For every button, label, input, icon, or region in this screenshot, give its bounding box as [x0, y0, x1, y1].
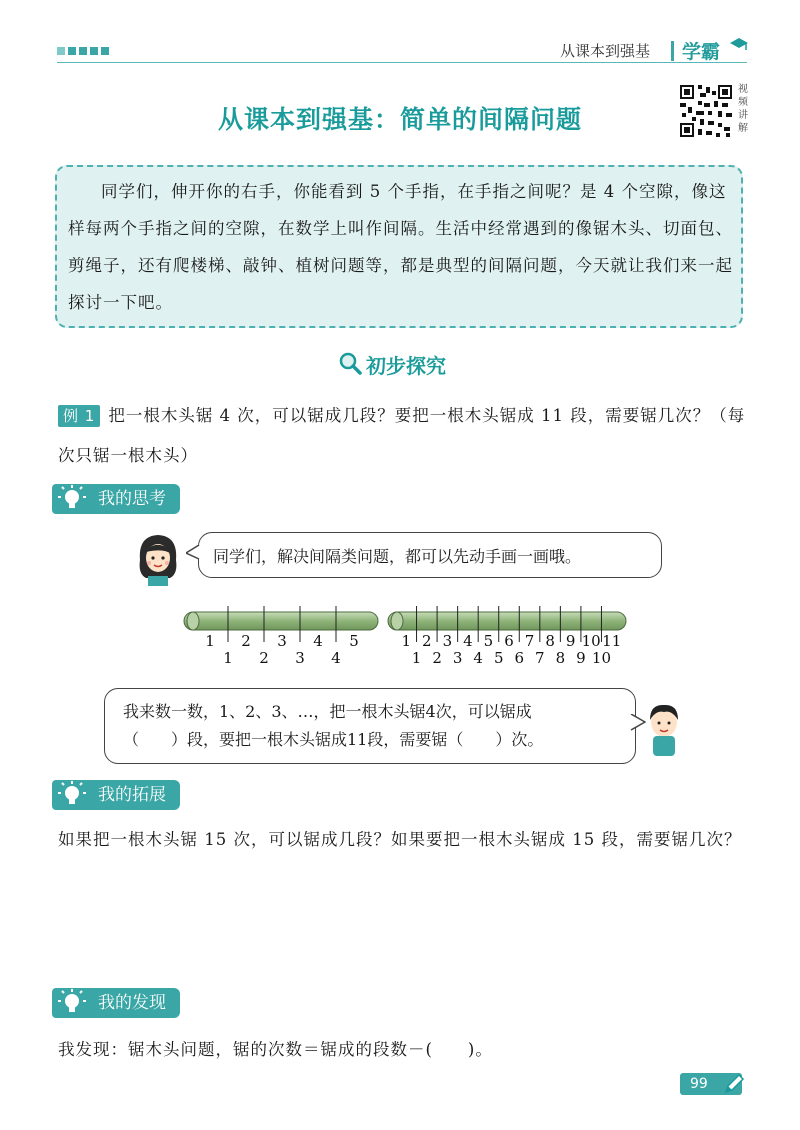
- brand-logo: 学霸: [682, 41, 721, 63]
- student-speech-line-2: （ ）段，要把一根木头锯成11段，需要锯（ ）次。: [123, 730, 544, 749]
- lightbulb-icon: [52, 988, 92, 1018]
- student-avatar: [644, 702, 684, 756]
- series-label: 从课本到强基: [560, 42, 651, 60]
- log-1-segment-label: 4: [313, 632, 323, 650]
- log-1-cut-label: 4: [331, 649, 341, 667]
- log-2-cut-label: 1: [411, 649, 422, 667]
- example-tag: 例 1: [58, 405, 100, 427]
- log-2-cut-label: 3: [452, 649, 463, 667]
- log-2-segment-label: 1: [401, 632, 412, 650]
- log-2-segment-label: 10: [581, 632, 601, 650]
- lightbulb-icon: [52, 484, 92, 514]
- intro-text: 同学们，伸开你的右手，你能看到 5 个手指，在手指之间呢？是 4 个空隙，像这样每两个手指之间的空隙，在数学上叫作间隔。生活中经常遇到的像锯木头、切面包、剪绳子，还有爬楼梯、敲钟、植树问题等，都是典型的间隔问题，今天就让我们来一起探讨一下吧。: [68, 182, 733, 312]
- qr-code-icon[interactable]: [678, 83, 734, 139]
- extension-label: 我的拓展: [52, 780, 180, 810]
- log-2-segment-label: 5: [483, 632, 494, 650]
- log-2: [388, 612, 626, 630]
- log-1-cut-label: 1: [223, 649, 233, 667]
- log-2-segment-label: 3: [442, 632, 453, 650]
- log-2-segment-label: 11: [602, 632, 622, 650]
- page-title: 从课本到强基：简单的间隔问题: [217, 105, 582, 134]
- section-title: 初步探究: [366, 354, 446, 378]
- discovery-text: 我发现：锯木头问题，锯的次数＝锯成的段数－( )。: [58, 1040, 493, 1059]
- qr-label: 视频讲解: [738, 84, 748, 134]
- log-2-cut-label: 5: [493, 649, 504, 667]
- log-2-cut-label: 10: [591, 649, 612, 667]
- example-text: [58, 396, 748, 476]
- lightbulb-icon: [52, 780, 92, 810]
- log-2-cut-label: 4: [473, 649, 483, 667]
- page-number: 99: [680, 1073, 742, 1095]
- log-2-segment-label: 4: [463, 632, 473, 650]
- teacher-avatar: [134, 530, 182, 586]
- log-2-segment-label: 2: [422, 632, 432, 650]
- log-2-cut-label: 8: [555, 649, 566, 667]
- student-speech-bubble: [104, 688, 636, 764]
- log-1-segment-label: 3: [277, 632, 287, 650]
- header-rule: [57, 62, 747, 63]
- log-1-segment-label: 1: [205, 632, 215, 650]
- log-diagram: [180, 606, 630, 672]
- log-1-segment-label: 5: [349, 632, 359, 650]
- extension-text: 如果把一根木头锯 15 次，可以锯成几段？如果要把一根木头锯成 15 段，需要锯几次？: [58, 830, 742, 849]
- header-separator: [671, 41, 674, 61]
- log-2-segment-label: 9: [565, 632, 576, 650]
- student-speech-line-1: 我来数一数，1、2、3、…，把一根木头锯4次，可以锯成: [123, 702, 532, 721]
- magnifier-icon: [339, 352, 363, 376]
- thinking-label: 我的思考: [52, 484, 180, 514]
- example-question: 把一根木头锯 4 次，可以锯成几段？要把一根木头锯成 11 段，需要锯几次？（每次只锯一根木头）: [58, 406, 746, 465]
- graduation-cap-icon: [730, 38, 748, 52]
- log-2-cut-label: 6: [514, 649, 525, 667]
- bubble-tail: [186, 545, 202, 561]
- log-2-cut-label: 7: [535, 649, 545, 667]
- log-2-cut-label: 2: [432, 649, 442, 667]
- log-1-cut-label: 3: [295, 649, 305, 667]
- teacher-speech-bubble: [198, 532, 662, 578]
- log-1: [184, 612, 378, 630]
- log-1-cut-label: 2: [259, 649, 269, 667]
- log-1-segment-label: 2: [241, 632, 251, 650]
- teacher-speech: 同学们，解决间隔类问题，都可以先动手画一画哦。: [213, 547, 582, 566]
- log-2-segment-label: 8: [545, 632, 555, 650]
- discovery-label: 我的发现: [52, 988, 180, 1018]
- pencil-icon: [722, 1072, 746, 1096]
- log-2-cut-label: 9: [576, 649, 586, 667]
- log-2-segment-label: 7: [524, 632, 535, 650]
- header-decoration: [57, 47, 109, 55]
- log-2-segment-label: 6: [504, 632, 514, 650]
